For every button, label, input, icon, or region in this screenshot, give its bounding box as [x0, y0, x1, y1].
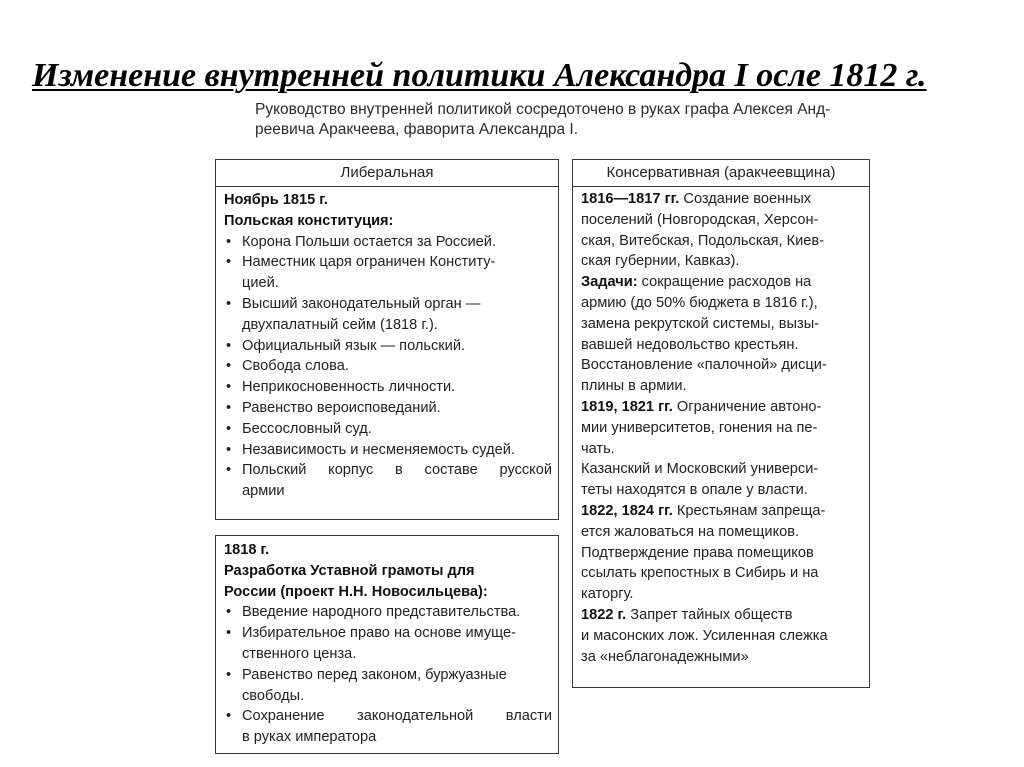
list-item: • Введение народного представительства.	[224, 602, 552, 623]
list-item: • Наместник царя ограничен Конститу- цией.	[224, 252, 552, 294]
list-item: • Избирательное право на основе имуще- ственного ценза.	[224, 623, 552, 665]
intro-line: реевича Аракчеева, фаворита Александра I.	[255, 121, 579, 138]
list-item: • Корона Польши остается за Россией.	[224, 232, 552, 253]
charter-box	[215, 535, 559, 754]
conservative-paragraph: 1822 г. Запрет тайных обществ и масонских лож. Усиленная слежка за «неблагонадежными»	[581, 606, 828, 665]
charter-subtitle: России (проект Н.Н. Новосильцева):	[224, 583, 488, 600]
conservative-header: Консервативная (аракчеевщина)	[573, 160, 869, 187]
conservative-paragraph: 1819, 1821 гг. Ограничение автоно- мии университетов, гонения на пе- чать. Казанский и Московский универси- теты находятся в опале у власти.	[581, 398, 822, 499]
intro-text	[255, 100, 895, 140]
conservative-paragraph: 1822, 1824 гг. Крестьянам запреща- ется жаловаться на помещиков. Подтверждение права помещиков ссылать крепостных в Сибирь и на каторгу.	[581, 502, 826, 603]
liberal-date: Ноябрь 1815 г.	[224, 192, 328, 208]
charter-date: 1818 г.	[224, 542, 270, 558]
list-item: • Высший законодательный орган — двухпалатный сейм (1818 г.).	[224, 294, 552, 336]
liberal-body	[216, 187, 558, 502]
liberal-box	[215, 159, 559, 520]
page-title: Изменение внутренней политики Александра I осле 1812 г.	[32, 57, 927, 94]
list-item: • Польский корпус в составе русской армии	[224, 460, 552, 502]
charter-body	[216, 536, 558, 748]
list-item: • Независимость и несменяемость судей.	[224, 440, 552, 461]
liberal-subtitle: Польская конституция:	[224, 212, 394, 229]
conservative-box	[572, 159, 870, 688]
list-item: • Равенство перед законом, буржуазные свободы.	[224, 665, 552, 707]
list-item: • Официальный язык — польский.	[224, 336, 552, 357]
conservative-body	[573, 187, 869, 667]
conservative-paragraph: 1816—1817 гг. Создание военных поселений (Новгородская, Херсон- ская, Витебская, Подольская, Киев- ская губернии, Кавказ).	[581, 191, 825, 270]
charter-subtitle: Разработка Уставной грамоты для	[224, 562, 475, 579]
list-item: • Равенство вероисповеданий.	[224, 398, 552, 419]
list-item: • Бессословный суд.	[224, 419, 552, 440]
liberal-list	[224, 232, 552, 502]
list-item: • Свобода слова.	[224, 356, 552, 377]
intro-line: Руководство внутренней политикой сосредоточено в руках графа Алексея Анд-	[255, 101, 831, 118]
conservative-paragraph: Задачи: сокращение расходов на армию (до 50% бюджета в 1816 г.), замена рекрутской системы, вызы- вавшей недовольство крестьян. Восстановление «палочной» дисци- плины в армии.	[581, 274, 827, 395]
liberal-header: Либеральная	[216, 160, 558, 187]
charter-list	[224, 602, 552, 748]
list-item: • Сохранение законодательной власти в руках императора	[224, 706, 552, 748]
list-item: • Неприкосновенность личности.	[224, 377, 552, 398]
